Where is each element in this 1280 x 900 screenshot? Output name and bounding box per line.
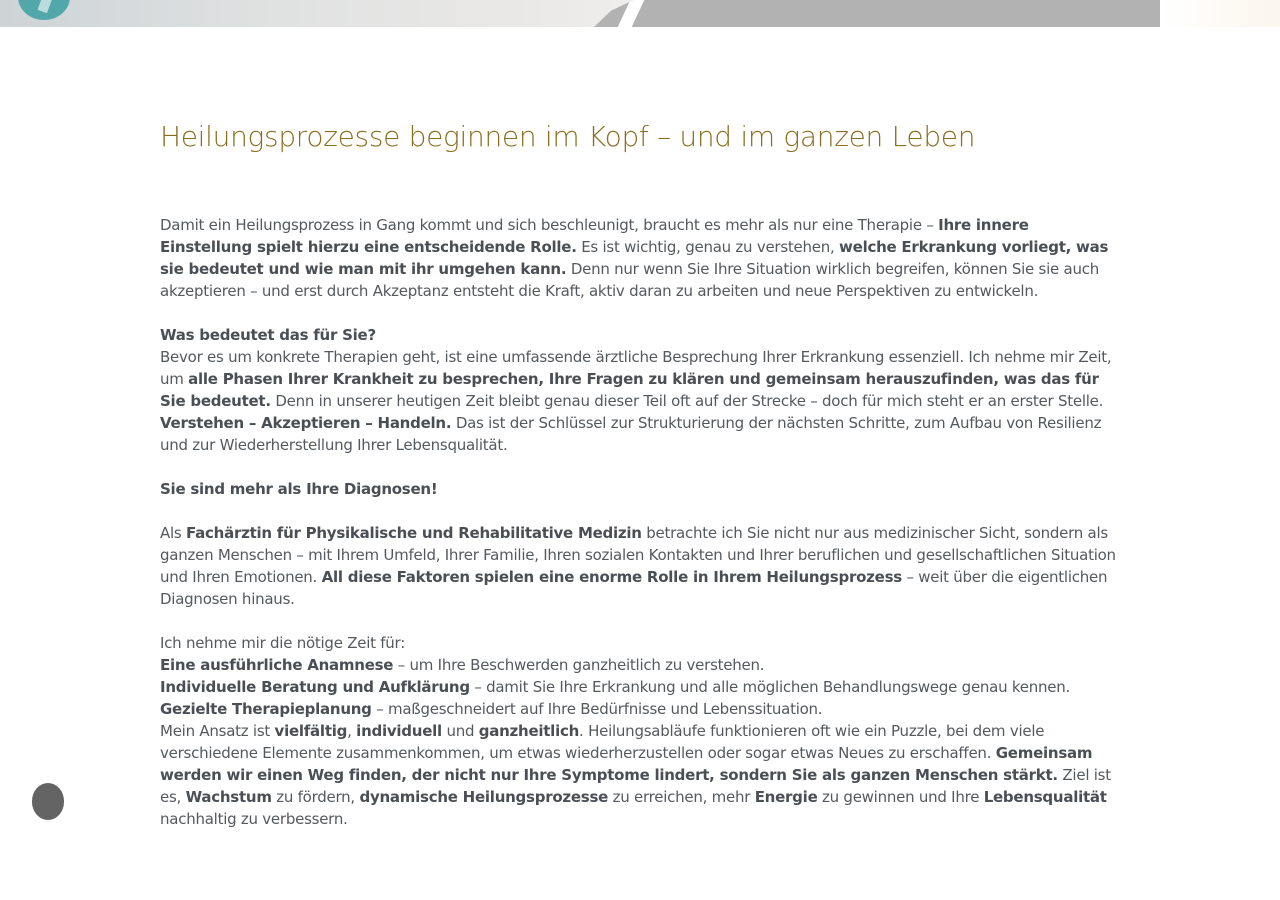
emphasis: Gemeinsam werden wir einen Weg finden, der nicht nur Ihre Symptome lindert, sondern Sie als ganzen Menschen stärkt. bbox=[160, 744, 1093, 784]
text: Ziel ist es, bbox=[160, 766, 1111, 806]
text: , bbox=[347, 722, 357, 740]
emphasis: welche Erkrankung vorliegt, was sie bedeutet und wie man mit ihr umgehen kann. bbox=[160, 238, 1109, 278]
list-item-title: Gezielte Therapieplanung bbox=[160, 700, 372, 718]
text: Mein Ansatz ist bbox=[160, 722, 275, 740]
emphasis: ganzheitlich bbox=[478, 722, 580, 740]
text: – weit über die eigentlichen Diagnosen hinaus. bbox=[160, 568, 1108, 608]
list-item-title: Individuelle Beratung und Aufklärung bbox=[160, 678, 470, 696]
list-item-title: Eine ausführliche Anamnese bbox=[160, 656, 394, 674]
hero-mountain-shape bbox=[594, 0, 1160, 27]
list-item-text: – um Ihre Beschwerden ganzheitlich zu verstehen. bbox=[393, 656, 765, 674]
text: Ich nehme mir die nötige Zeit für: bbox=[160, 634, 406, 652]
text: zu fördern, bbox=[271, 788, 360, 806]
hero-banner-strip bbox=[0, 0, 1280, 27]
section-heading: Was bedeutet das für Sie? bbox=[160, 326, 376, 344]
floating-action-button[interactable] bbox=[32, 783, 64, 820]
text: und bbox=[441, 722, 479, 740]
list-item-text: – maßgeschneidert auf Ihre Bedürfnisse und Lebenssituation. bbox=[371, 700, 823, 718]
emphasis: individuell bbox=[356, 722, 442, 740]
text: Als bbox=[160, 524, 187, 542]
emphasis: dynamische Heilungsprozesse bbox=[359, 788, 609, 806]
text: zu gewinnen und Ihre bbox=[817, 788, 984, 806]
text: betrachte ich Sie nicht nur aus medizinischer Sicht, sondern als ganzen Menschen – mit Ihrem Umfeld, Ihrer Familie, Ihren sozialen Kontakten und Ihrer beruflichen und gesellschaftlichen Situation und Ihren Emotionen. bbox=[160, 524, 1116, 586]
emphasis: All diese Faktoren spielen eine enorme Rolle in Ihrem Heilungsprozess bbox=[321, 568, 902, 586]
emphasis: Lebensqualität bbox=[983, 788, 1107, 806]
emphasis: vielfältig bbox=[274, 722, 348, 740]
more-paragraph bbox=[160, 522, 1120, 610]
more-heading-paragraph bbox=[160, 478, 1120, 500]
text: Damit ein Heilungsprozess in Gang kommt und sich beschleunigt, braucht es mehr als nur eine Therapie – bbox=[160, 216, 939, 234]
emphasis: alle Phasen Ihrer Krankheit zu besprechen, Ihre Fragen zu klären und gemeinsam herauszufinden, was das für Sie bedeutet. bbox=[160, 370, 1099, 410]
emphasis: Verstehen – Akzeptieren – Handeln. bbox=[160, 414, 452, 432]
text: Es ist wichtig, genau zu verstehen, bbox=[576, 238, 840, 256]
hero-light-area bbox=[1160, 0, 1280, 27]
section-heading: Sie sind mehr als Ihre Diagnosen! bbox=[160, 480, 438, 498]
text: Denn nur wenn Sie Ihre Situation wirklich begreifen, können Sie sie auch akzeptieren – und erst durch Akzeptanz entsteht die Kraft, aktiv daran zu arbeiten und neue Perspektiven zu entwickeln. bbox=[160, 260, 1099, 300]
article-body bbox=[160, 214, 1120, 830]
globe-logo-icon[interactable] bbox=[18, 0, 70, 20]
text: zu erreichen, mehr bbox=[608, 788, 755, 806]
text: nachhaltig zu verbessern. bbox=[160, 810, 348, 828]
emphasis: Fachärztin für Physikalische und Rehabilitative Medizin bbox=[186, 524, 642, 542]
time-section bbox=[160, 632, 1120, 830]
meaning-section bbox=[160, 324, 1120, 456]
text: . Heilungsabläufe funktionieren oft wie ein Puzzle, bei dem viele verschiedene Elemente zusammenkommen, um etwas wiederherzustellen oder sogar etwas Neues zu erschaffen. bbox=[160, 722, 1045, 762]
emphasis: Energie bbox=[754, 788, 818, 806]
page-title: Heilungsprozesse beginnen im Kopf – und im ganzen Leben bbox=[160, 120, 976, 153]
emphasis: Ihre innere Einstellung spielt hierzu eine entscheidende Rolle. bbox=[160, 216, 1029, 256]
list-item-text: – damit Sie Ihre Erkrankung und alle möglichen Behandlungswege genau kennen. bbox=[469, 678, 1071, 696]
text: Das ist der Schlüssel zur Strukturierung der nächsten Schritte, zum Aufbau von Resilienz und zur Wiederherstellung Ihrer Lebensqualität. bbox=[160, 414, 1102, 454]
text: Denn in unserer heutigen Zeit bleibt genau dieser Teil oft auf der Strecke – doch für mich steht er an erster Stelle. bbox=[270, 392, 1104, 410]
intro-paragraph bbox=[160, 214, 1120, 302]
text: Bevor es um konkrete Therapien geht, ist eine umfassende ärztliche Besprechung Ihrer Erkrankung essenziell. Ich nehme mir Zeit, um bbox=[160, 348, 1112, 388]
main-content bbox=[160, 110, 1120, 852]
emphasis: Wachstum bbox=[185, 788, 272, 806]
